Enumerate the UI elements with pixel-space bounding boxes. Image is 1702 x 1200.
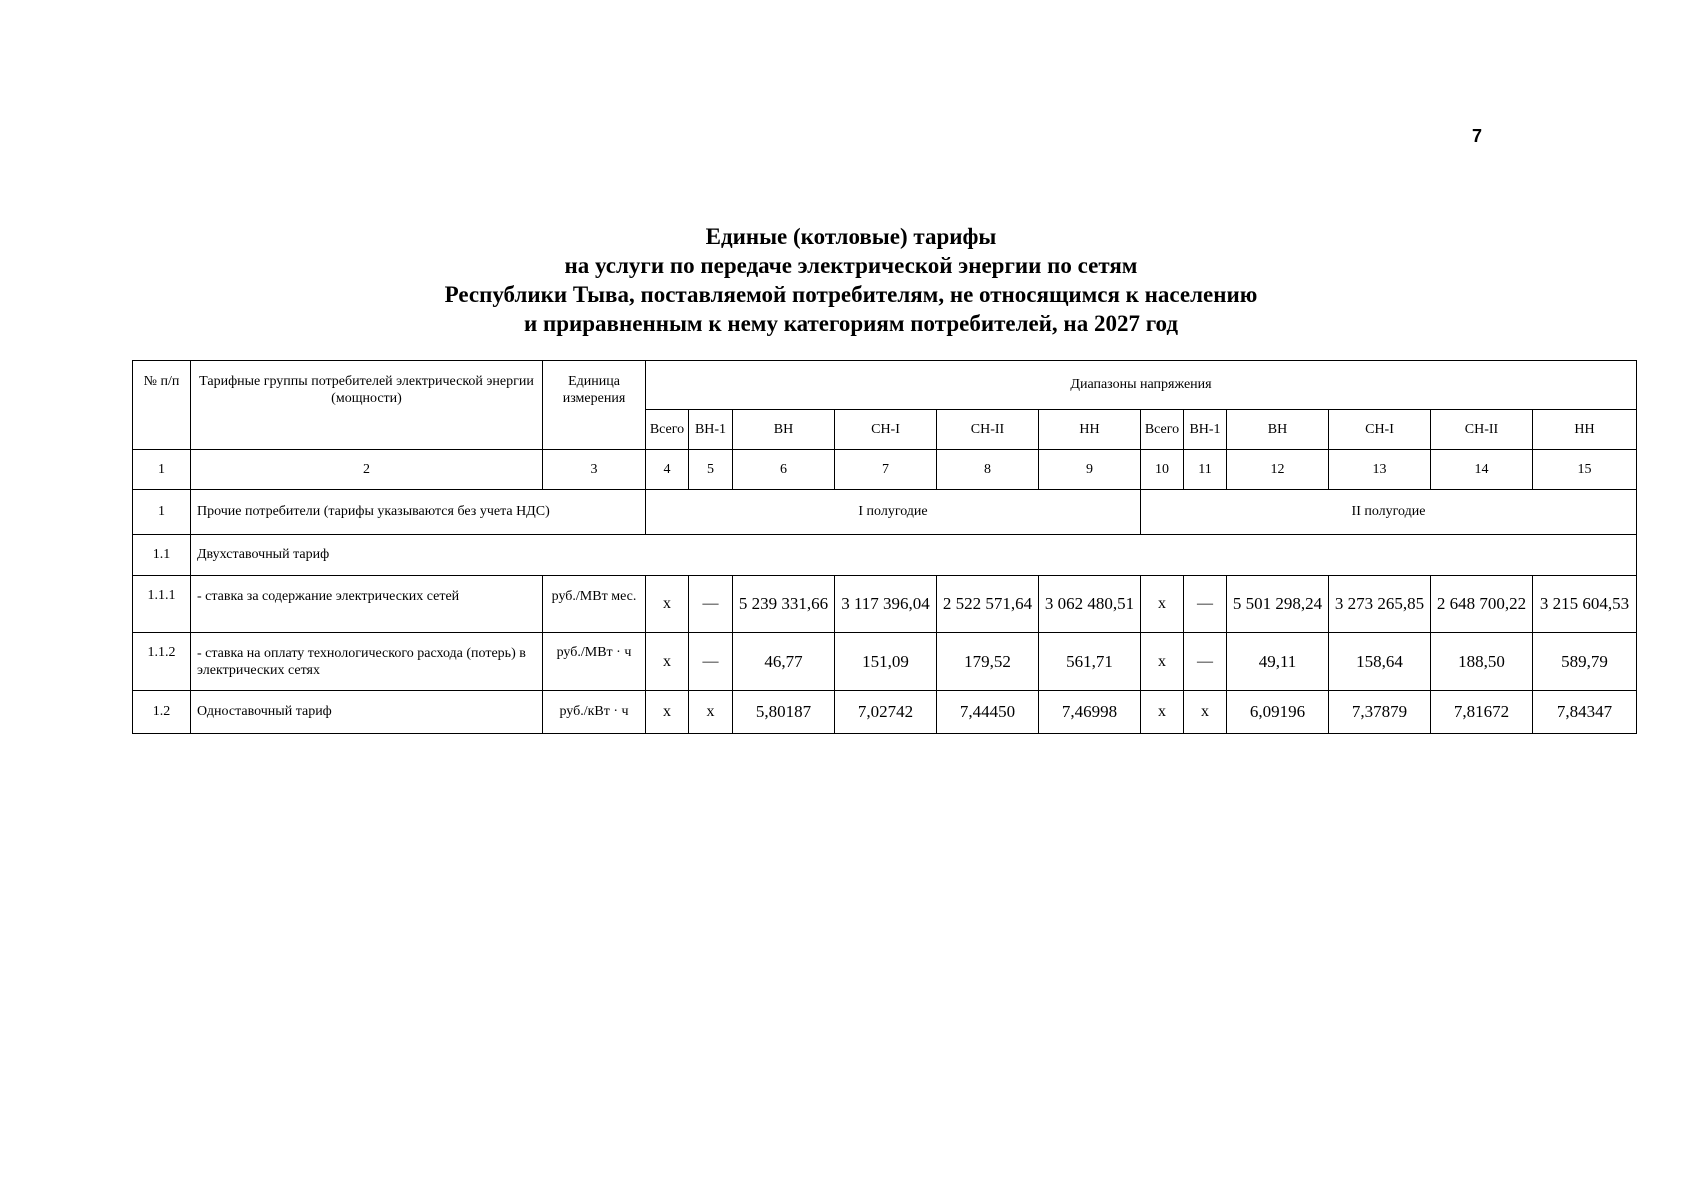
subheader-cell: ВН-1: [689, 410, 733, 450]
value-cell: х: [646, 691, 689, 734]
column-number: 2: [191, 450, 543, 490]
subheader-cell: Всего: [646, 410, 689, 450]
value-cell: 5 501 298,24: [1227, 576, 1329, 633]
table-row: [133, 535, 1637, 576]
value-cell: 5,80187: [733, 691, 835, 734]
header-group: Тарифные группы потребителей электрической энергии (мощности): [191, 361, 543, 450]
value-cell: —: [1184, 633, 1227, 691]
row-number: 1.1.2: [133, 633, 191, 691]
title-line: Республики Тыва, поставляемой потребителям, не относящимся к населению: [444, 282, 1258, 307]
half-year-1: I полугодие: [646, 490, 1141, 535]
subheader-cell: НН: [1533, 410, 1637, 450]
subheader-cell: СН-II: [1431, 410, 1533, 450]
subheader-cell: ВН-1: [1184, 410, 1227, 450]
value-cell: 3 062 480,51: [1039, 576, 1141, 633]
subheader-cell: Всего: [1141, 410, 1184, 450]
title-line: Единые (котловые) тарифы: [705, 224, 997, 249]
subheader-cell: СН-I: [1329, 410, 1431, 450]
column-number: 3: [543, 450, 646, 490]
value-cell: 5 239 331,66: [733, 576, 835, 633]
header-voltage-ranges: Диапазоны напряжения: [646, 361, 1637, 410]
column-number-row: [133, 450, 1637, 490]
subheader-cell: СН-II: [937, 410, 1039, 450]
value-cell: 7,84347: [1533, 691, 1637, 734]
column-number: 1: [133, 450, 191, 490]
page-number: 7: [1472, 126, 1483, 146]
value-cell: 3 117 396,04: [835, 576, 937, 633]
subheader-cell: ВН: [1227, 410, 1329, 450]
value-cell: 2 648 700,22: [1431, 576, 1533, 633]
row-number: 1.2: [133, 691, 191, 734]
value-cell: 49,11: [1227, 633, 1329, 691]
half-year-2: II полугодие: [1141, 490, 1637, 535]
row-label: - ставка за содержание электрических сетей: [191, 576, 543, 633]
column-number: 13: [1329, 450, 1431, 490]
value-cell: —: [689, 576, 733, 633]
value-cell: 2 522 571,64: [937, 576, 1039, 633]
table-row: [133, 633, 1637, 691]
column-number: 10: [1141, 450, 1184, 490]
row-unit: руб./МВт мес.: [543, 576, 646, 633]
value-cell: 3 273 265,85: [1329, 576, 1431, 633]
value-cell: 7,02742: [835, 691, 937, 734]
value-cell: х: [1141, 633, 1184, 691]
subheader-cell: НН: [1039, 410, 1141, 450]
row-label: Одноставочный тариф: [191, 691, 543, 734]
value-cell: 7,37879: [1329, 691, 1431, 734]
header-no: № п/п: [133, 361, 191, 450]
row-label: - ставка на оплату технологического расхода (потерь) в электрических сетях: [191, 633, 543, 691]
column-number: 11: [1184, 450, 1227, 490]
value-cell: 7,81672: [1431, 691, 1533, 734]
column-number: 5: [689, 450, 733, 490]
row-label: Двухставочный тариф: [191, 535, 1637, 576]
value-cell: 561,71: [1039, 633, 1141, 691]
column-number: 4: [646, 450, 689, 490]
tariff-table: [132, 360, 1637, 734]
row-number: 1.1: [133, 535, 191, 576]
row-number: 1.1.1: [133, 576, 191, 633]
header-unit: Единица измерения: [543, 361, 646, 450]
subheader-cell: СН-I: [835, 410, 937, 450]
document-title: [0, 222, 1702, 338]
value-cell: —: [1184, 576, 1227, 633]
value-cell: х: [646, 633, 689, 691]
value-cell: 151,09: [835, 633, 937, 691]
subheader-cell: ВН: [733, 410, 835, 450]
column-number: 8: [937, 450, 1039, 490]
title-line: и приравненным к нему категориям потребителей, на 2027 год: [523, 311, 1179, 336]
column-number: 12: [1227, 450, 1329, 490]
value-cell: 589,79: [1533, 633, 1637, 691]
column-number: 9: [1039, 450, 1141, 490]
table-row: [133, 490, 1637, 535]
column-number: 14: [1431, 450, 1533, 490]
value-cell: 46,77: [733, 633, 835, 691]
value-cell: 3 215 604,53: [1533, 576, 1637, 633]
column-number: 15: [1533, 450, 1637, 490]
value-cell: х: [1184, 691, 1227, 734]
value-cell: 7,46998: [1039, 691, 1141, 734]
value-cell: —: [689, 633, 733, 691]
value-cell: 188,50: [1431, 633, 1533, 691]
header-row: [133, 361, 1637, 410]
value-cell: 158,64: [1329, 633, 1431, 691]
value-cell: 179,52: [937, 633, 1039, 691]
table-row: [133, 691, 1637, 734]
column-number: 6: [733, 450, 835, 490]
value-cell: 6,09196: [1227, 691, 1329, 734]
value-cell: 7,44450: [937, 691, 1039, 734]
row-unit: руб./МВт · ч: [543, 633, 646, 691]
value-cell: х: [646, 576, 689, 633]
title-line: на услуги по передаче электрической энергии по сетям: [564, 253, 1138, 278]
row-unit: руб./кВт · ч: [543, 691, 646, 734]
value-cell: х: [689, 691, 733, 734]
row-number: 1: [133, 490, 191, 535]
value-cell: х: [1141, 576, 1184, 633]
row-label: Прочие потребители (тарифы указываются без учета НДС): [191, 490, 646, 535]
column-number: 7: [835, 450, 937, 490]
table-row: [133, 576, 1637, 633]
value-cell: х: [1141, 691, 1184, 734]
